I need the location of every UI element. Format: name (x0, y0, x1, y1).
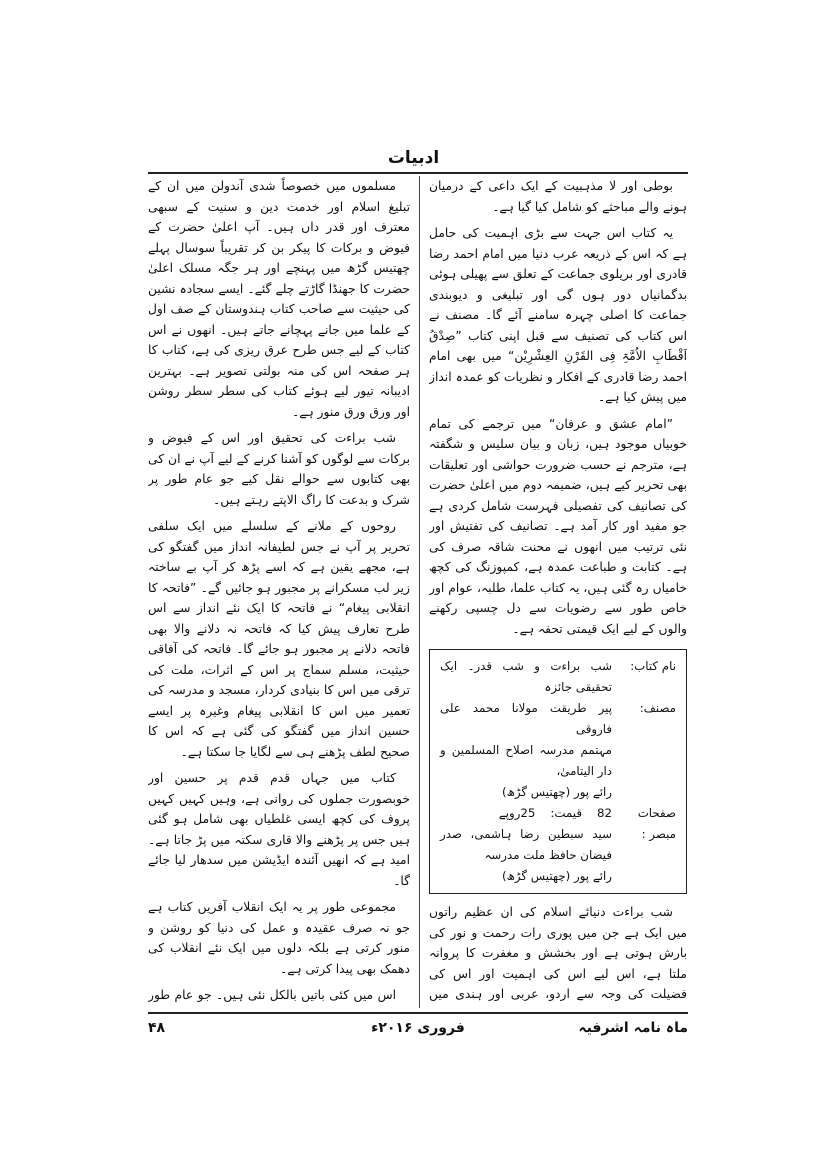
paragraph: شب براءت کی تحقیق اور اس کے فیوض و برکات سے لوگوں کو آشنا کرنے کے لیے آپ نے ان کی بھی کتابوں سے حوالے نقل کیے جو عام طور پر شرک و بدعت کا راگ الاپتے رہتے ہیں۔ (148, 431, 410, 507)
author-line3: رائے پور (چھتیس گڑھ) (502, 785, 612, 799)
header-rule (148, 172, 688, 174)
book-name-value: شب براءت و شب قدر۔ ایک تحقیقی جائزہ (440, 659, 612, 694)
paragraph: روحوں کے ملانے کے سلسلے میں ایک سلفی تحریر پر آپ نے جس لطیفانہ انداز میں گفتگو کی ہے، مجھے یقین ہے کہ اسے پڑھ کر آپ بے ساختہ زیر لب مسکرانے پر مجبور ہو جائیں گے۔ ”فاتحہ کا انقلابی پیغام“ نے فاتحہ کا ایک نئے انداز سے اس طرح تعارف پیش کیا کہ فاتحہ نہ دلانے والا بھی فاتحہ دلانے پر مجبور ہو جائے گا۔ فاتحہ کی آفاقی حیثیت، مسلم سماج پر اس کے اثرات، ملت کی ترقی میں اس کا بنیادی کردار، مسجد و مدرسہ کی تعمیر میں اس کا انقلابی پیغام وغیرہ پر ایسے حسین انداز میں گفتگو کی گئی ہے کہ اس کا صحیح لطف پڑھنے ہی سے لگایا جا سکتا ہے۔ (148, 519, 410, 759)
author-line2: مہتمم مدرسہ اصلاح المسلمین و دار الیتامیٰ، (440, 743, 612, 778)
section-title: ادبیات (387, 148, 440, 168)
paragraph: بوطی اور لا مذہبیت کے ایک داعی کے درمیان ہونے والے مباحثے کو شامل کیا گیا ہے۔ (429, 179, 687, 214)
pages-value: 82 (596, 806, 612, 820)
right-column (429, 176, 687, 1008)
paragraph: کتاب میں جہاں قدم قدم پر حسین اور خوبصورت جملوں کی روانی ہے، وہیں کہیں کہیں پروف کی کچھ ایسی غلطیاں بھی شامل ہو گئی ہیں جس پر پڑھنے والا قاری سکتہ میں پڑ جاتا ہے۔ امید ہے کہ انھیں آئندہ ایڈیشن میں سدھار لیا جائے گا۔ (148, 771, 410, 888)
author-value: پیر طریقت مولانا محمد علی فاروقی (440, 701, 612, 736)
magazine-name: ماہ نامہ اشرفیہ (578, 1020, 688, 1036)
book-info-box (429, 649, 687, 894)
pages-label: صفحات (637, 806, 676, 820)
paragraph: اس میں کئی باتیں بالکل نئی ہیں۔ جو عام طور (148, 988, 396, 1002)
paragraph: مسلموں میں خصوصاً شدی آندولن میں ان کے تبلیغ اسلام اور خدمت دین و سنیت کے سبھی معترف اور قدر داں ہیں۔ آپ اعلیٰ حضرت کے فیوض و برکات کا پیکر بن کر تقریباً سوسال پہلے چھتیس گڑھ میں پہنچے اور ہر جگہ مسلک اعلیٰ حضرت کا جھنڈا گاڑتے چلے گئے۔ ایسے سجادہ نشین کی حیثیت سے صاحب کتاب ہندوستان کے صف اول کے علما میں جانے پہچانے جاتے ہیں۔ انھوں نے اس کتاب کے لیے جس طرح عرق ریزی کی ہے، کتاب کا ہر صفحہ اس کی منہ بولتی تصویر ہے۔ بہترین ادیبانہ تیور لیے ہوئے کتاب کی سطر سطر روشن اور ورق ورق منور ہے۔ (148, 179, 410, 419)
page-number: ۴۸ (148, 1020, 166, 1036)
price-value: 25روپے (498, 806, 536, 820)
price-label: قیمت: (550, 806, 582, 820)
reviewer-label: مبصر : (641, 827, 676, 841)
reviewer-line2: رائے پور (چھتیس گڑھ) (502, 869, 612, 883)
book-name-label: نام کتاب: (630, 659, 676, 673)
footer-rule (148, 1012, 688, 1014)
paragraph: مجموعی طور پر یہ ایک انقلاب آفریں کتاب ہے جو نہ صرف عقیدہ و عمل کی دنیا کو روشن و منور کرتی ہے بلکہ دلوں میں ایک نئے انقلاب کی دھمک بھی پیدا کرتی ہے۔ (148, 900, 410, 976)
author-label: مصنف: (639, 701, 676, 715)
left-column (148, 176, 410, 1008)
page-footer (148, 1018, 688, 1044)
reviewer-value: سید سبطین رضا ہاشمی، صدر فیضان حافظ ملت مدرسہ (440, 827, 612, 862)
paragraph: ”امام عشق و عرفان“ میں ترجمے کی تمام خوبیاں موجود ہیں، زبان و بیان سلیس و شگفتہ ہے، مترجم نے حسب ضرورت حواشی اور تعلیقات بھی تحریر کیے ہیں، ضمیمہ دوم میں اعلیٰ حضرت کی تصانیف کی تفصیلی فہرست شامل کردی ہے جو مفید اور کار آمد ہے۔ تصانیف کی تفتیش اور نئی ترتیب میں انھوں نے محنت شاقہ صرف کی ہے۔ کتابت و طباعت عمدہ ہے، کمپوزنگ کی کچھ خامیاں رہ گئی ہیں، یہ کتاب علما، طلبہ، عوام اور خاص طور سے رضویات سے دل چسپی رکھنے والوں کے لیے ایک قیمتی تحفہ ہے۔ (429, 416, 687, 636)
issue-date: فروری ۲۰۱۶ء (371, 1020, 465, 1036)
paragraph: شب براءت دنیائے اسلام کی ان عظیم راتوں میں ایک ہے جن میں پوری رات رحمت و نور کی بارش ہوتی ہے اور بخشش و مغفرت کا پروانہ ملتا ہے، اس لیے اس کی اہمیت اور اس کی فضیلت کی وجہ سے اردو، عربی اور ہندی میں (429, 905, 687, 1001)
column-separator (419, 176, 420, 1008)
paragraph: یہ کتاب اس جہت سے بڑی اہمیت کی حامل ہے کہ اس کے ذریعہ عرب دنیا میں امام احمد رضا قادری اور بریلوی جماعت کے تعلق سے پھیلی ہوئی بدگمانیاں دور ہوں گی اور تبلیغی و دیوبندی جماعت کا اصلی چہرہ سامنے آئے گا۔ مصنف نے اس کتاب کی تصنیف سے قبل اپنی کتاب ”صِدْقُ اَقْطَابِ الاُمَّۃِ فِی القَرْنِ العِشْرِیْن“ میں بھی امام احمد رضا قادری کے افکار و نظریات کو عمدہ انداز میں پیش کیا ہے۔ (429, 226, 687, 404)
